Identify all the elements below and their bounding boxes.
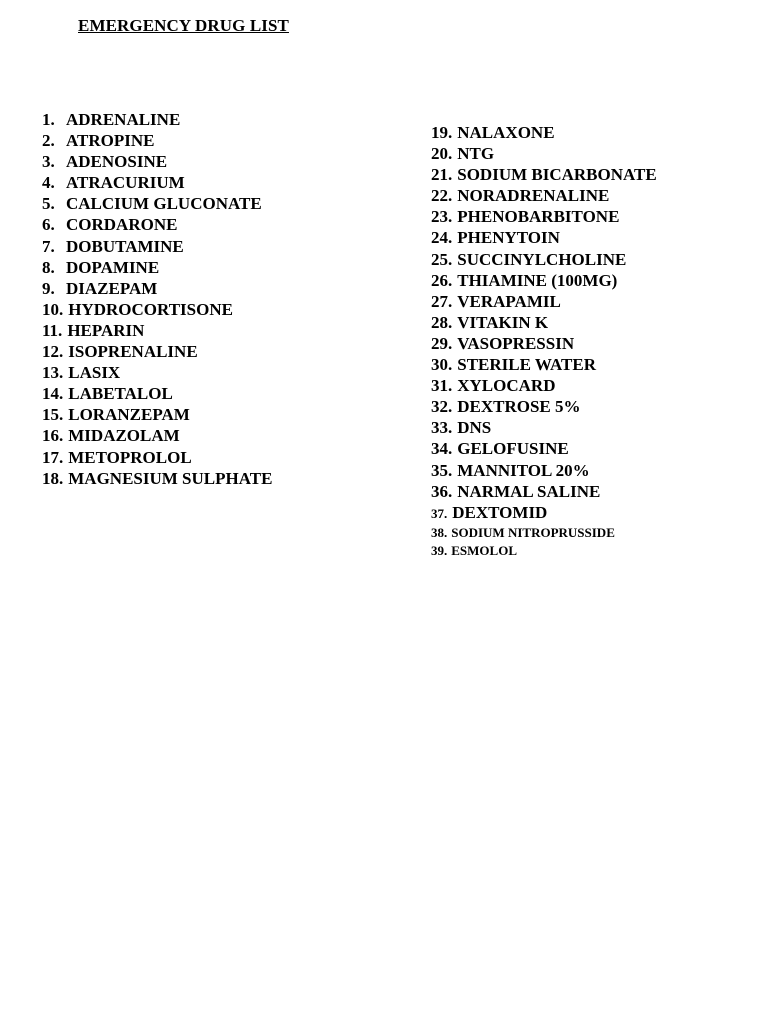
drug-name: MIDAZOLAM xyxy=(68,426,180,446)
item-number: 39. xyxy=(431,543,448,559)
item-number: 20. xyxy=(431,144,453,164)
list-item xyxy=(431,312,657,333)
list-item xyxy=(431,542,657,561)
list-item xyxy=(431,375,657,396)
drug-name: LASIX xyxy=(68,363,121,383)
item-number: 13. xyxy=(42,363,64,383)
drug-name: ATROPINE xyxy=(66,131,155,151)
list-item xyxy=(431,438,657,459)
drug-name: SODIUM NITROPRUSSIDE xyxy=(451,524,615,540)
item-number: 37. xyxy=(431,505,448,521)
item-number: 16. xyxy=(42,426,64,446)
item-number: 12. xyxy=(42,342,64,362)
drug-name: PHENOBARBITONE xyxy=(457,207,620,227)
list-item xyxy=(431,502,657,524)
item-number: 15. xyxy=(42,405,64,425)
list-item xyxy=(42,383,272,404)
item-number: 33. xyxy=(431,418,453,438)
item-number: 25. xyxy=(431,249,453,269)
list-item xyxy=(42,425,272,446)
item-number: 27. xyxy=(431,291,453,311)
list-item xyxy=(431,354,657,375)
drug-name: NTG xyxy=(457,144,495,164)
list-item xyxy=(42,404,272,425)
drug-name: PHENYTOIN xyxy=(457,228,560,248)
list-item xyxy=(42,299,272,320)
drug-name: VERAPAMIL xyxy=(457,291,561,311)
item-number: 5. xyxy=(42,194,55,214)
item-number: 23. xyxy=(431,207,453,227)
drug-name: SUCCINYLCHOLINE xyxy=(457,249,627,269)
drug-name: ADENOSINE xyxy=(66,152,168,172)
drug-name: DEXTROSE 5% xyxy=(457,397,581,417)
drug-name: NORADRENALINE xyxy=(457,186,610,206)
item-number: 18. xyxy=(42,468,64,488)
item-number: 2. xyxy=(42,131,55,151)
list-item xyxy=(431,185,657,206)
list-item xyxy=(42,214,272,235)
item-number: 9. xyxy=(42,278,55,298)
item-number: 31. xyxy=(431,376,453,396)
item-number: 30. xyxy=(431,355,453,375)
drug-name: STERILE WATER xyxy=(457,355,596,375)
list-item xyxy=(42,257,272,278)
drug-name: METOPROLOL xyxy=(68,447,192,467)
item-number: 6. xyxy=(42,215,55,235)
item-number: 38. xyxy=(431,524,448,540)
list-item xyxy=(431,481,657,502)
item-number: 10. xyxy=(42,299,64,319)
item-number: 29. xyxy=(431,333,453,353)
item-number: 19. xyxy=(431,123,453,142)
list-item xyxy=(42,468,272,489)
list-item xyxy=(431,249,657,270)
list-item xyxy=(42,109,272,130)
drug-name: ATRACURIUM xyxy=(66,173,185,193)
list-item xyxy=(42,130,272,151)
list-item xyxy=(431,206,657,227)
list-item xyxy=(431,227,657,248)
item-number: 22. xyxy=(431,186,453,206)
drug-name: LORANZEPAM xyxy=(68,405,190,425)
list-item xyxy=(431,417,657,438)
list-item xyxy=(42,151,272,172)
item-number: 7. xyxy=(42,236,55,256)
list-item xyxy=(431,291,657,312)
list-item xyxy=(42,362,272,383)
item-number: 32. xyxy=(431,397,453,417)
list-item xyxy=(431,524,657,543)
drug-name: CORDARONE xyxy=(66,215,178,235)
drug-name: CALCIUM GLUCONATE xyxy=(66,194,262,214)
list-item xyxy=(42,236,272,257)
drug-name: VITAKIN K xyxy=(457,312,549,332)
drug-name: NALAXONE xyxy=(457,123,555,142)
drug-name: DNS xyxy=(457,418,492,438)
list-item xyxy=(42,320,272,341)
drug-name: DIAZEPAM xyxy=(66,278,158,298)
list-item xyxy=(42,341,272,362)
item-number: 8. xyxy=(42,257,55,277)
item-number: 35. xyxy=(431,460,453,480)
item-number: 28. xyxy=(431,312,453,332)
list-item xyxy=(42,172,272,193)
drug-name: SODIUM BICARBONATE xyxy=(457,165,657,185)
list-item xyxy=(42,193,272,214)
drug-name: ESMOLOL xyxy=(451,543,517,559)
list-item xyxy=(431,396,657,417)
item-number: 34. xyxy=(431,439,453,459)
drug-name: GELOFUSINE xyxy=(457,439,569,459)
item-number: 36. xyxy=(431,481,453,501)
item-number: 3. xyxy=(42,152,55,172)
drug-name: ADRENALINE xyxy=(66,110,181,129)
item-number: 24. xyxy=(431,228,453,248)
drug-name: DEXTOMID xyxy=(452,502,548,522)
drug-name: MANNITOL 20% xyxy=(457,460,590,480)
list-item xyxy=(431,164,657,185)
item-number: 11. xyxy=(42,320,63,340)
drug-name: NARMAL SALINE xyxy=(457,481,601,501)
item-number: 1. xyxy=(42,110,55,129)
drug-name: XYLOCARD xyxy=(457,376,556,396)
drug-name: DOPAMINE xyxy=(66,257,160,277)
item-number: 14. xyxy=(42,384,64,404)
list-item xyxy=(42,447,272,468)
item-number: 21. xyxy=(431,165,453,185)
drug-name: HEPARIN xyxy=(67,320,145,340)
drug-name: VASOPRESSIN xyxy=(457,333,575,353)
list-item xyxy=(431,460,657,481)
drug-name: THIAMINE (100MG) xyxy=(457,270,618,290)
item-number: 4. xyxy=(42,173,55,193)
drug-name: ISOPRENALINE xyxy=(68,342,198,362)
item-number: 26. xyxy=(431,270,453,290)
list-item xyxy=(42,278,272,299)
drug-list-left xyxy=(42,109,272,489)
drug-name: HYDROCORTISONE xyxy=(68,299,233,319)
list-item xyxy=(431,122,657,143)
drug-name: MAGNESIUM SULPHATE xyxy=(68,468,273,488)
drug-list-right xyxy=(431,122,657,561)
item-number: 17. xyxy=(42,447,64,467)
list-item xyxy=(431,143,657,164)
drug-name: DOBUTAMINE xyxy=(66,236,184,256)
list-item xyxy=(431,270,657,291)
list-item xyxy=(431,333,657,354)
page-title: EMERGENCY DRUG LIST xyxy=(78,16,289,35)
drug-name: LABETALOL xyxy=(68,384,173,404)
